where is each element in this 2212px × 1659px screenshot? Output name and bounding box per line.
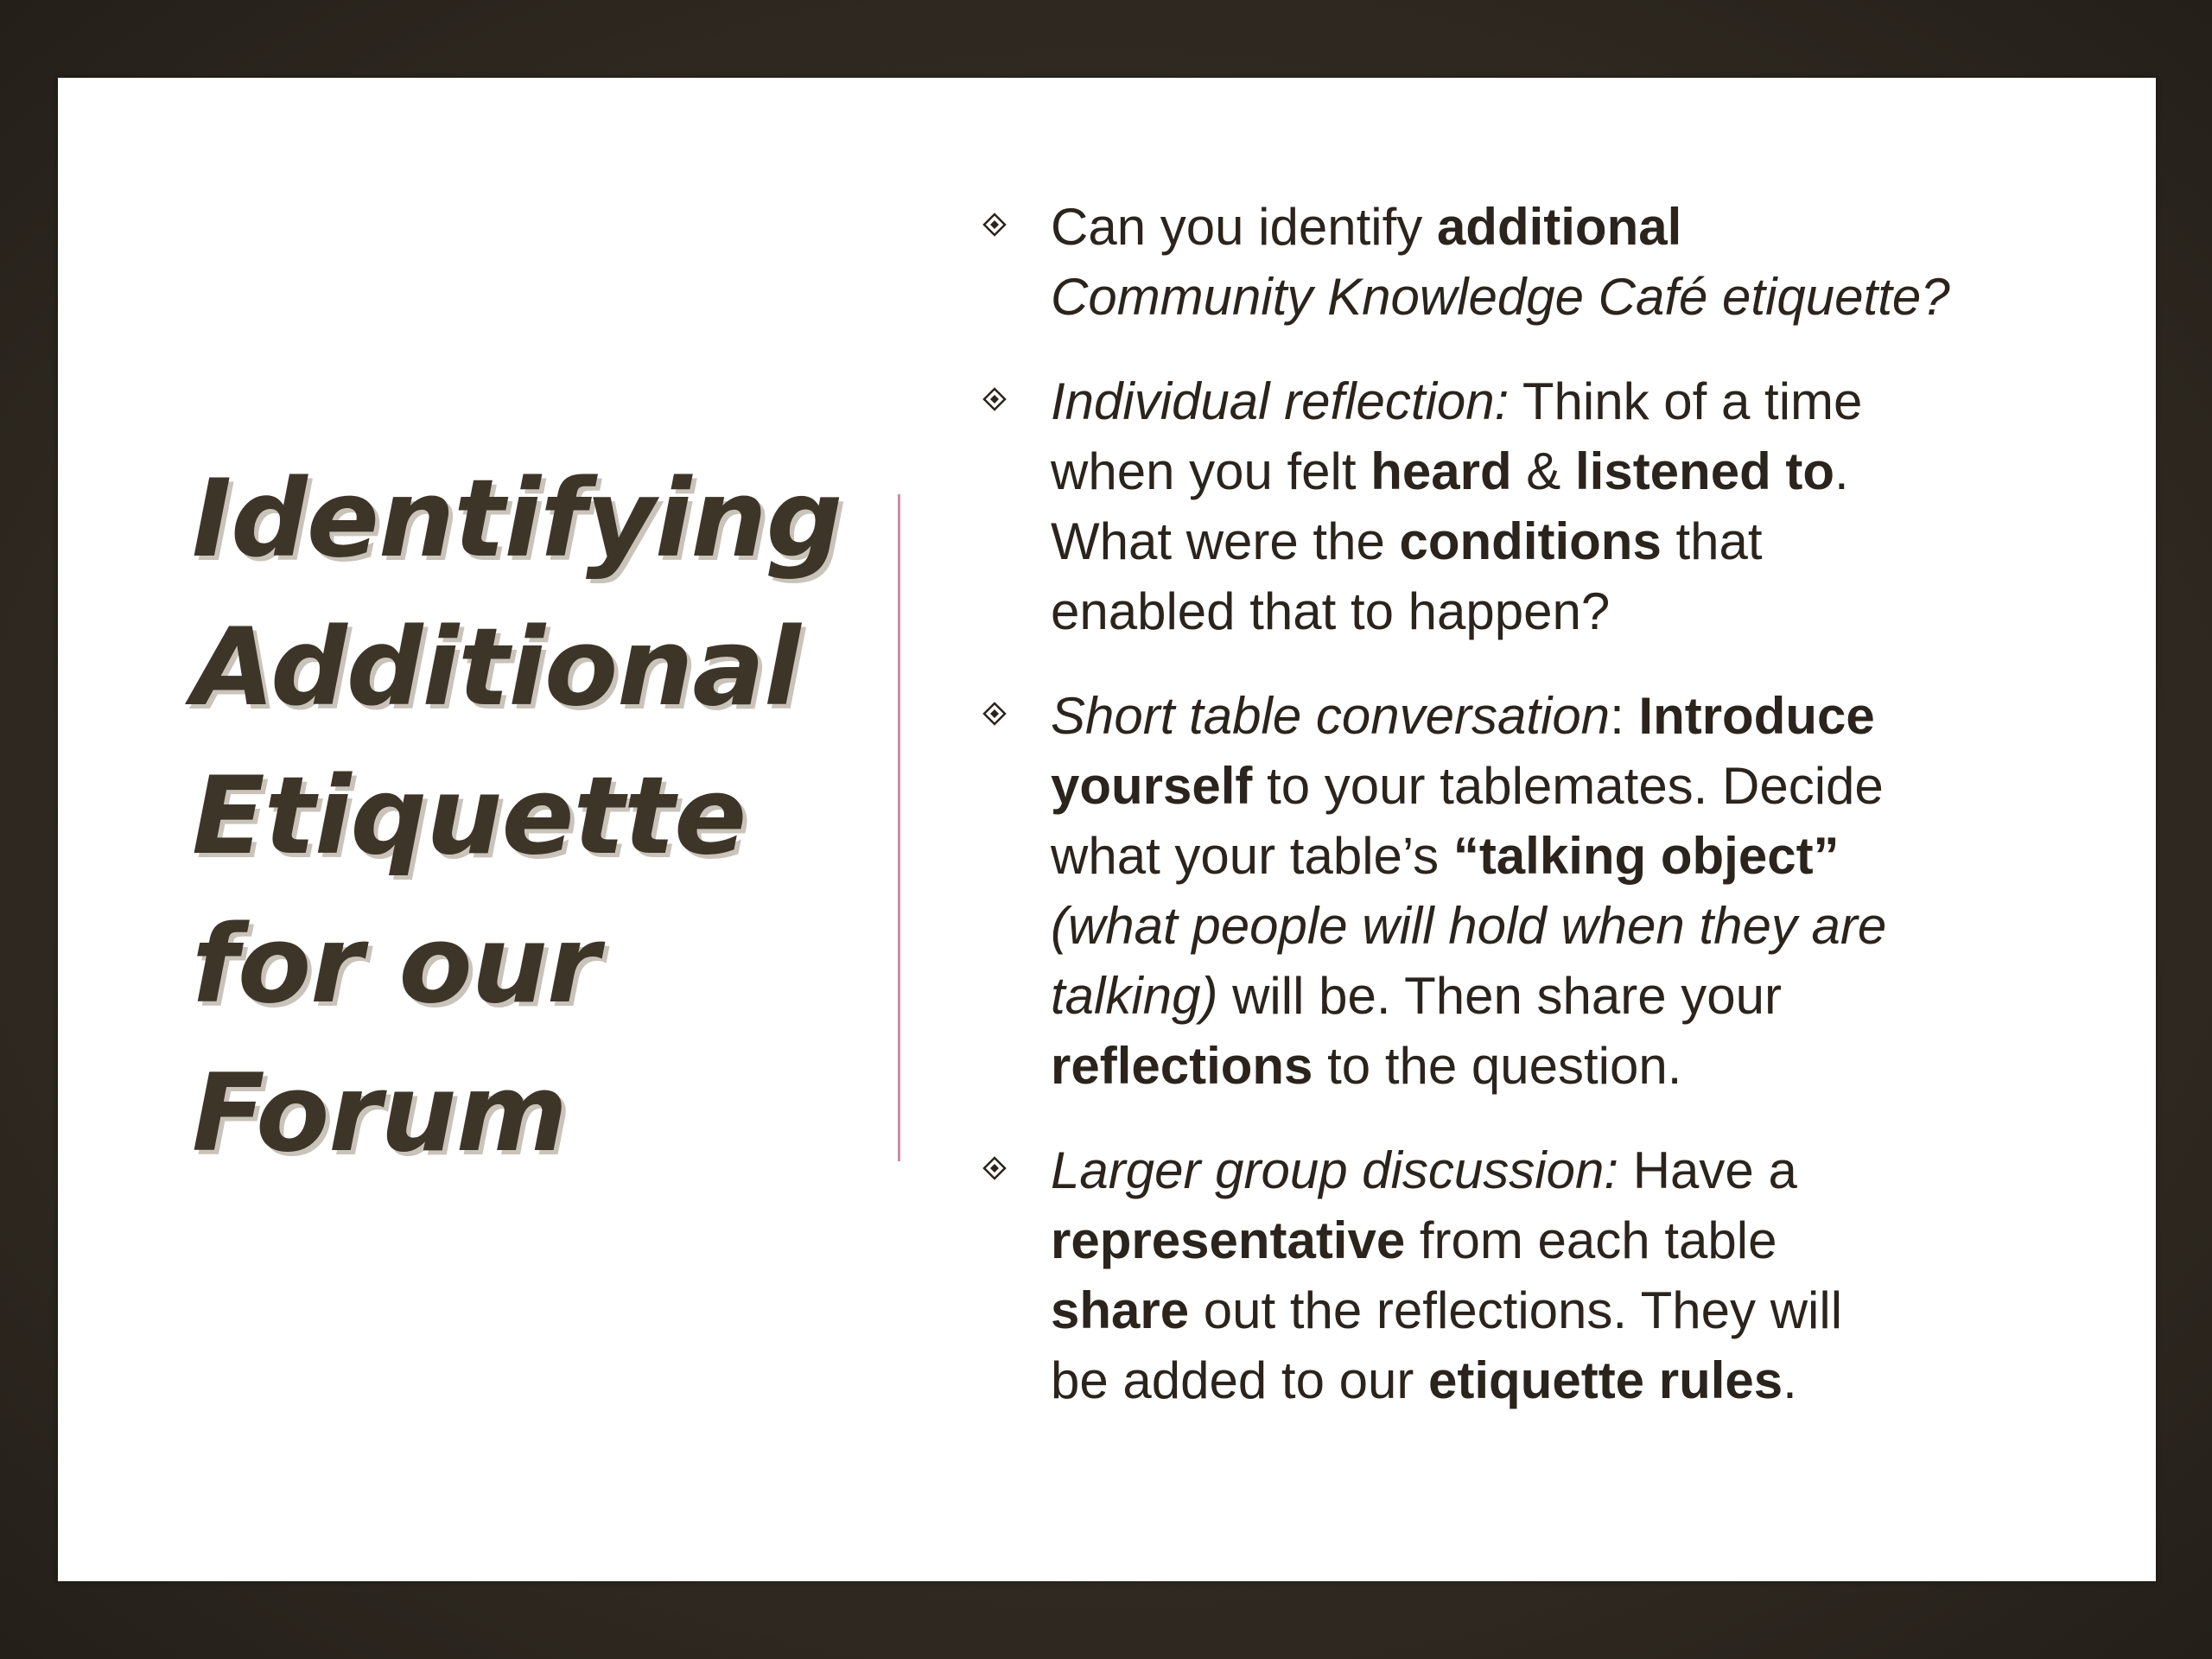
bullet-line: [1051, 436, 2106, 506]
bullet-line: [1051, 1031, 2106, 1101]
bullet-line: [1051, 681, 2106, 751]
bullet-text: Think of a time: [1509, 372, 1863, 430]
bullet-text: to your tablemates. Decide: [1252, 757, 1884, 815]
bold-text: share: [1051, 1281, 1190, 1339]
bullet-item: [982, 366, 2106, 646]
bullet-text: Have a: [1618, 1141, 1797, 1199]
bullet-text: .: [1783, 1351, 1797, 1409]
bullet-list: [982, 192, 2106, 1450]
bold-text: representative: [1051, 1211, 1406, 1269]
bullet-text: from each table: [1405, 1211, 1777, 1269]
bold-text: heard: [1370, 442, 1512, 500]
bullet-line: [1051, 1135, 2106, 1205]
bullet-text: when you felt: [1051, 442, 1371, 500]
title-line: Forum: [192, 1052, 567, 1176]
bullet-line: [1051, 1275, 2106, 1345]
diamond-bullet-icon: [982, 702, 1007, 726]
bold-text: reflections: [1051, 1037, 1313, 1095]
slide-title: [192, 445, 849, 1188]
bullet-line: [1051, 751, 2106, 821]
bullet-line: [1051, 366, 2106, 436]
slide: [58, 78, 2156, 1581]
bullet-text: out the reflections. They will: [1189, 1281, 1843, 1339]
italic-text: Community Knowledge Café etiquette?: [1051, 268, 1950, 326]
title-line: for our: [192, 903, 600, 1027]
bullet-text: :: [1610, 687, 1639, 745]
bullet-line: [1051, 821, 2106, 891]
italic-text: talking): [1051, 967, 1218, 1025]
bullet-item: [982, 192, 2106, 332]
title-line: Additional: [192, 606, 800, 730]
title-line: Identifying: [192, 457, 842, 582]
diamond-bullet-icon: [982, 387, 1007, 411]
bullet-text: to the question.: [1313, 1037, 1682, 1095]
title-line: Etiquette: [192, 754, 747, 879]
bold-text: listened to: [1574, 442, 1835, 500]
bold-text: conditions: [1399, 512, 1662, 570]
italic-text: Short table conversation: [1051, 687, 1611, 745]
bullet-text: that: [1661, 512, 1763, 570]
bullet-line: [1051, 506, 2106, 576]
bullet-line: [1051, 891, 2106, 961]
bullet-text: .: [1834, 442, 1849, 500]
bullet-line: [1051, 1205, 2106, 1275]
bullet-line: [1051, 961, 2106, 1031]
italic-text: (what people will hold when they are: [1051, 897, 1887, 955]
bullet-text: will be. Then share your: [1217, 967, 1782, 1025]
bullet-text: enabled that to happen?: [1051, 582, 1611, 640]
bullet-text: be added to our: [1051, 1351, 1429, 1409]
bold-text: “talking object”: [1452, 827, 1840, 885]
bullet-line: [1051, 192, 2106, 262]
bullet-item: [982, 1135, 2106, 1415]
bullet-line: [1051, 1345, 2106, 1415]
bullet-text: what your table’s: [1051, 827, 1453, 885]
italic-text: Larger group discussion:: [1051, 1141, 1619, 1199]
italic-text: Individual reflection:: [1051, 372, 1510, 430]
vertical-divider: [898, 494, 900, 1161]
bold-text: Introduce: [1638, 687, 1875, 745]
bullet-text: Can you identify: [1051, 198, 1437, 256]
bold-text: additional: [1436, 198, 1682, 256]
bullet-item: [982, 681, 2106, 1101]
bullet-text: &: [1511, 442, 1575, 500]
bold-text: yourself: [1051, 757, 1253, 815]
diamond-bullet-icon: [982, 1156, 1007, 1180]
bullet-line: [1051, 262, 2106, 332]
bullet-line: [1051, 576, 2106, 646]
bold-text: etiquette rules: [1428, 1351, 1783, 1409]
bullet-text: What were the: [1051, 512, 1400, 570]
diamond-bullet-icon: [982, 213, 1007, 237]
